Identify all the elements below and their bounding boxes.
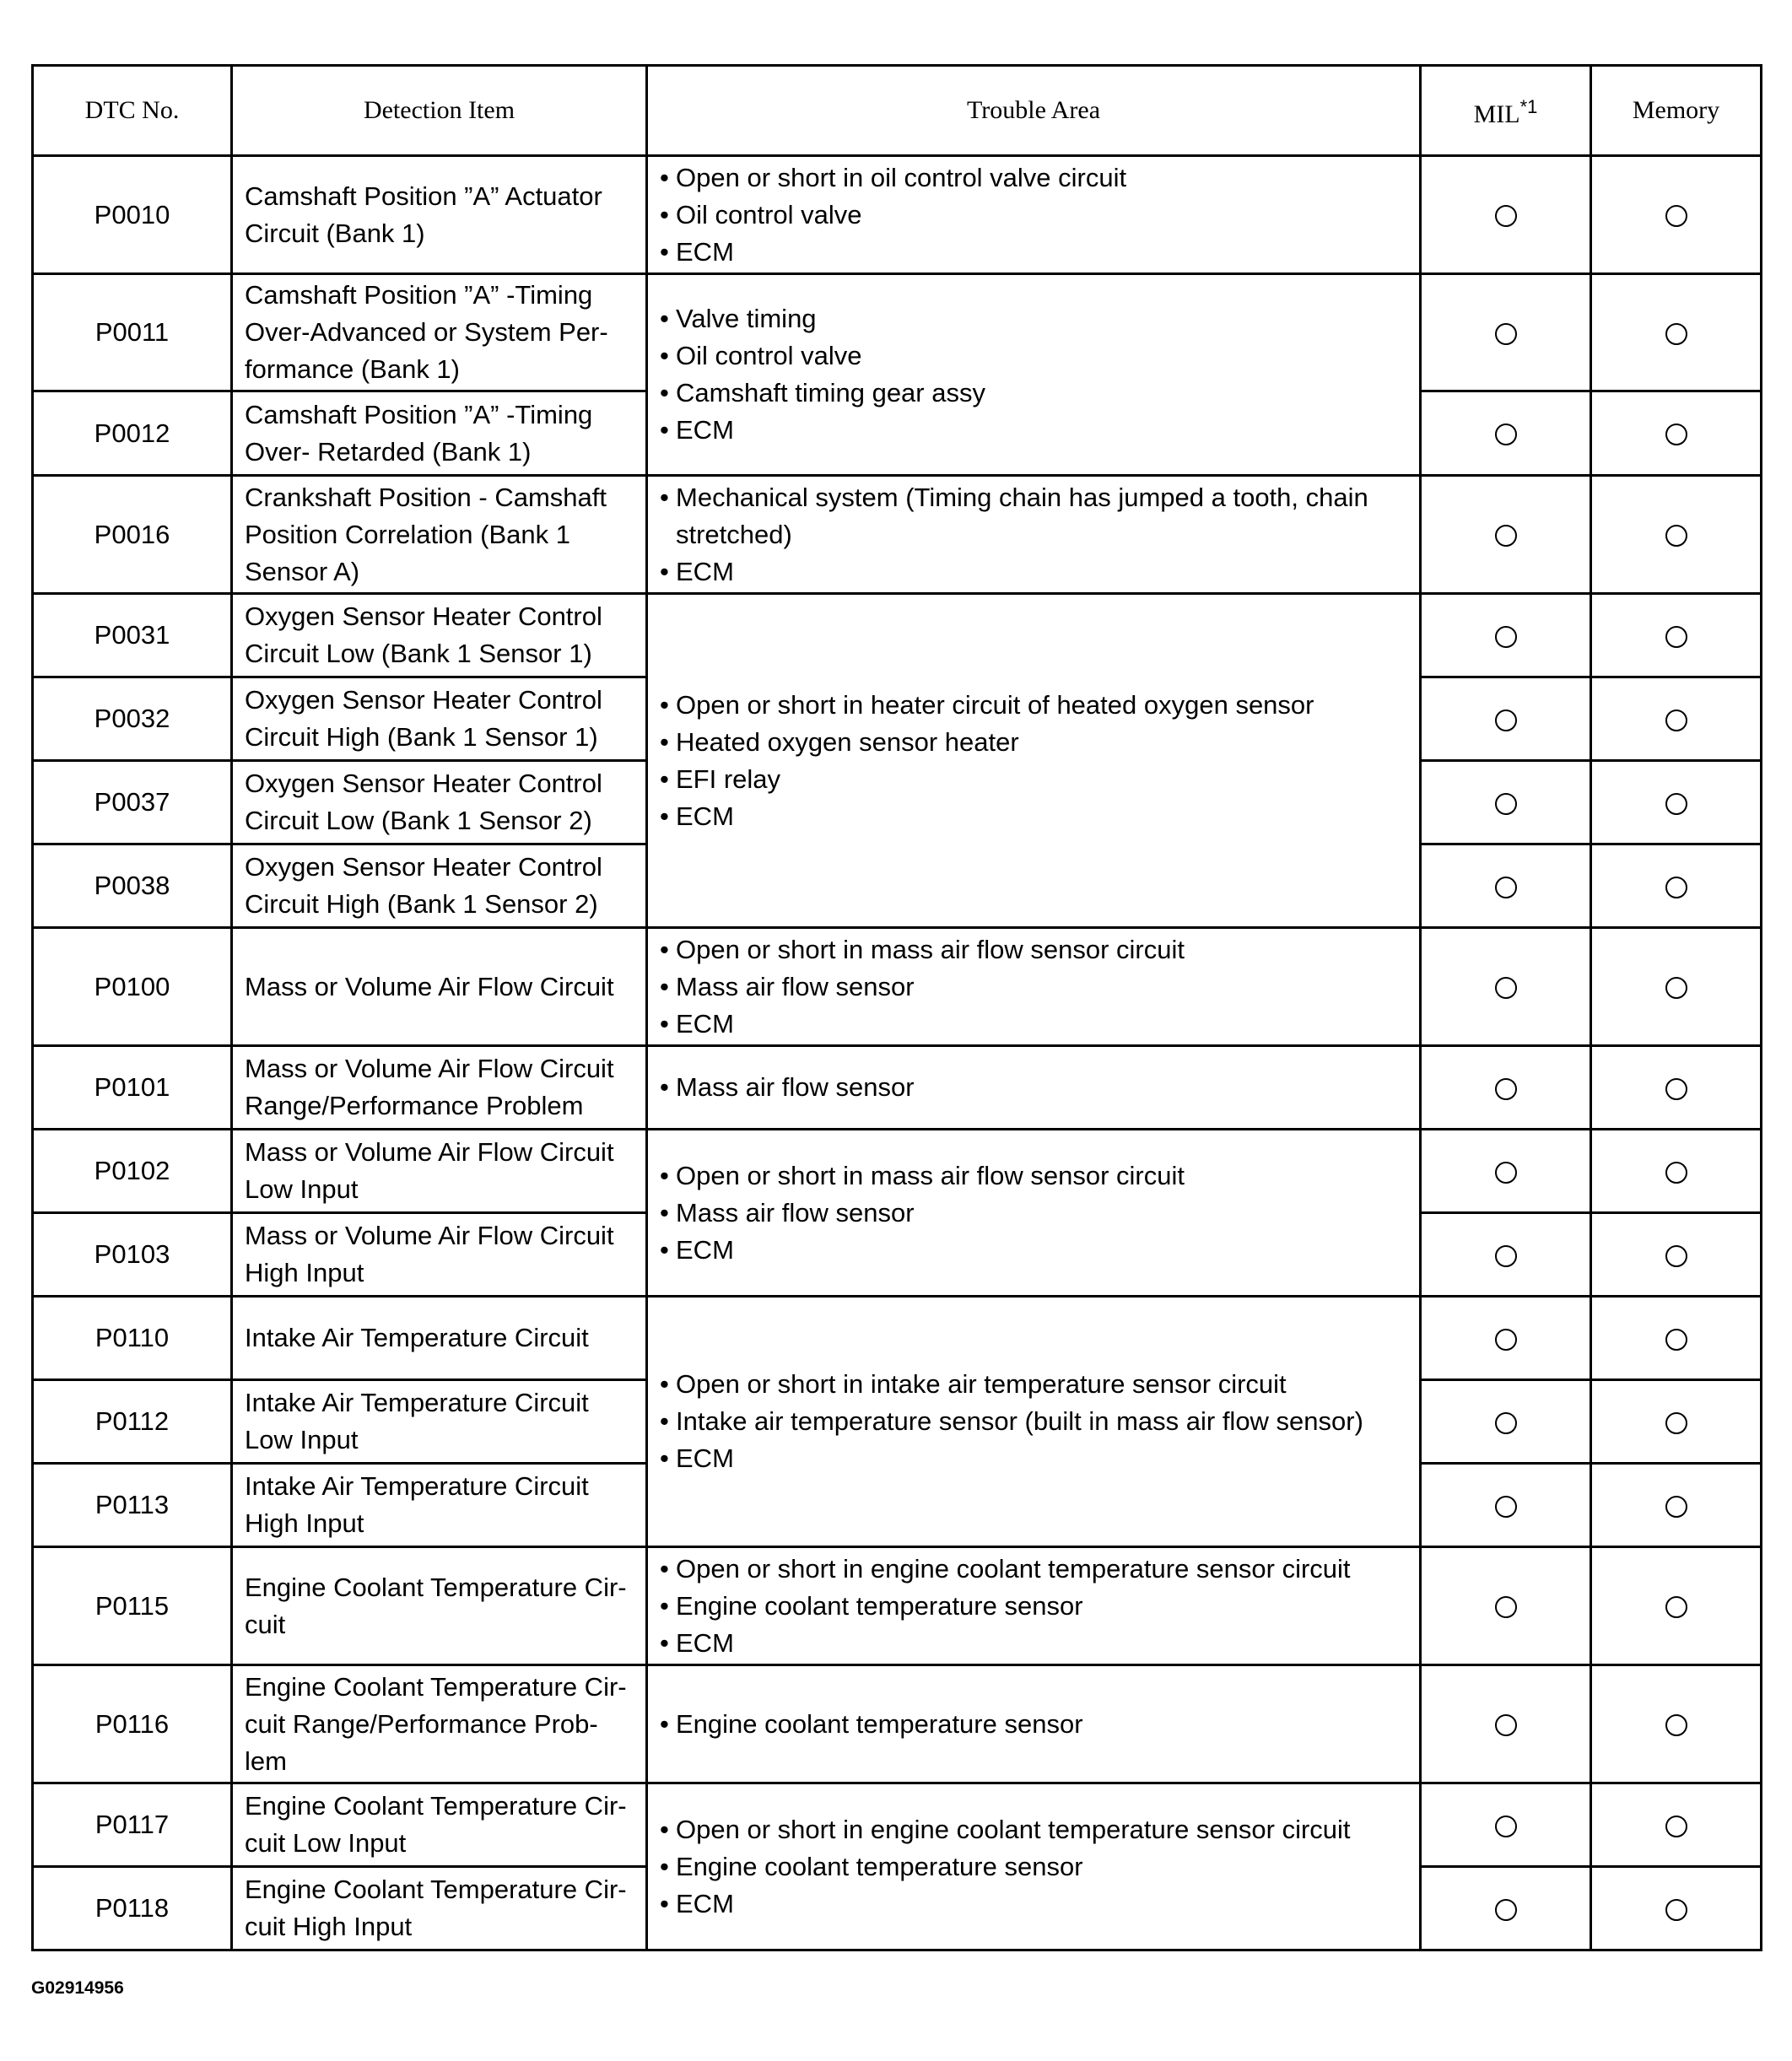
- mil-indicator-cell: [1421, 1867, 1591, 1950]
- header-mil-label: MIL: [1473, 100, 1520, 128]
- table-row: [33, 1130, 1762, 1213]
- detection-item: Camshaft Position ”A” -Timing Over- Retarded (Bank 1): [232, 391, 647, 476]
- trouble-area-list: [660, 931, 1407, 1043]
- trouble-area: [647, 928, 1421, 1046]
- memory-indicator-circle-icon: [1665, 424, 1687, 445]
- trouble-area-item: • Mass air flow sensor: [660, 1195, 1407, 1232]
- dtc-code: P0032: [33, 677, 232, 761]
- detection-item: Oxygen Sensor Heater Control Circuit Low (Bank 1 Sensor 1): [232, 594, 647, 677]
- mil-indicator-circle-icon: [1495, 525, 1517, 547]
- mil-indicator-circle-icon: [1495, 323, 1517, 345]
- memory-indicator-cell: [1591, 761, 1762, 844]
- mil-indicator-circle-icon: [1495, 1245, 1517, 1267]
- mil-indicator-cell: [1421, 1297, 1591, 1380]
- memory-indicator-circle-icon: [1665, 1496, 1687, 1518]
- memory-indicator-circle-icon: [1665, 877, 1687, 898]
- memory-indicator-cell: [1591, 156, 1762, 274]
- mil-indicator-cell: [1421, 391, 1591, 476]
- trouble-area: [647, 1046, 1421, 1130]
- trouble-area-item: • Open or short in mass air flow sensor circuit: [660, 1157, 1407, 1195]
- trouble-area-list: [660, 1157, 1407, 1269]
- trouble-area-list: [660, 1551, 1407, 1662]
- mil-indicator-circle-icon: [1495, 793, 1517, 815]
- memory-indicator-circle-icon: [1665, 1329, 1687, 1351]
- memory-indicator-circle-icon: [1665, 1596, 1687, 1618]
- mil-indicator-circle-icon: [1495, 1078, 1517, 1100]
- mil-indicator-cell: [1421, 1130, 1591, 1213]
- dtc-code: P0118: [33, 1867, 232, 1950]
- trouble-area-item: • ECM: [660, 412, 1407, 449]
- dtc-code: P0113: [33, 1464, 232, 1547]
- mil-indicator-circle-icon: [1495, 1816, 1517, 1837]
- table-row: [33, 274, 1762, 391]
- memory-indicator-cell: [1591, 1783, 1762, 1867]
- memory-indicator-cell: [1591, 594, 1762, 677]
- detection-item: Mass or Volume Air Flow Circuit: [232, 928, 647, 1046]
- table-row: [33, 476, 1762, 594]
- memory-indicator-cell: [1591, 476, 1762, 594]
- trouble-area-list: [660, 1069, 1407, 1106]
- trouble-area-item: • Oil control valve: [660, 337, 1407, 375]
- dtc-code: P0038: [33, 844, 232, 928]
- dtc-code: P0116: [33, 1665, 232, 1783]
- memory-indicator-circle-icon: [1665, 205, 1687, 227]
- trouble-area-item: • ECM: [660, 1625, 1407, 1662]
- mil-indicator-circle-icon: [1495, 1496, 1517, 1518]
- trouble-area-item: • Valve timing: [660, 300, 1407, 337]
- detection-item: Engine Coolant Temperature Cir-cuit Low Input: [232, 1783, 647, 1867]
- dtc-code: P0112: [33, 1380, 232, 1464]
- trouble-area-item: • Oil control valve: [660, 197, 1407, 234]
- detection-item: Mass or Volume Air Flow Circuit Low Input: [232, 1130, 647, 1213]
- trouble-area-list: [660, 1366, 1407, 1477]
- dtc-code: P0115: [33, 1547, 232, 1665]
- trouble-area-item: • ECM: [660, 1886, 1407, 1923]
- detection-item: Oxygen Sensor Heater Control Circuit High (Bank 1 Sensor 1): [232, 677, 647, 761]
- trouble-area-list: [660, 1706, 1407, 1743]
- detection-item: Engine Coolant Temperature Cir-cuit Range/Performance Prob-lem: [232, 1665, 647, 1783]
- table-row: [33, 1547, 1762, 1665]
- memory-indicator-circle-icon: [1665, 709, 1687, 731]
- mil-indicator-cell: [1421, 761, 1591, 844]
- trouble-area-item: • Engine coolant temperature sensor: [660, 1706, 1407, 1743]
- mil-indicator-cell: [1421, 274, 1591, 391]
- trouble-area-list: [660, 687, 1407, 835]
- mil-indicator-circle-icon: [1495, 1412, 1517, 1434]
- trouble-area-item: • Open or short in heater circuit of heated oxygen sensor: [660, 687, 1407, 724]
- header-mil: [1421, 66, 1591, 156]
- memory-indicator-circle-icon: [1665, 1816, 1687, 1837]
- dtc-code: P0117: [33, 1783, 232, 1867]
- table-body: [33, 156, 1762, 1950]
- memory-indicator-cell: [1591, 274, 1762, 391]
- trouble-area: [647, 1665, 1421, 1783]
- memory-indicator-cell: [1591, 1297, 1762, 1380]
- trouble-area: [647, 1297, 1421, 1547]
- header-memory: Memory: [1591, 66, 1762, 156]
- detection-item: Oxygen Sensor Heater Control Circuit Low (Bank 1 Sensor 2): [232, 761, 647, 844]
- table-row: [33, 1297, 1762, 1380]
- mil-indicator-circle-icon: [1495, 709, 1517, 731]
- mil-indicator-cell: [1421, 1464, 1591, 1547]
- trouble-area-item: • EFI relay: [660, 761, 1407, 798]
- trouble-area-list: [660, 479, 1407, 591]
- mil-indicator-cell: [1421, 1213, 1591, 1297]
- trouble-area-item: • ECM: [660, 1232, 1407, 1269]
- memory-indicator-cell: [1591, 391, 1762, 476]
- mil-indicator-cell: [1421, 928, 1591, 1046]
- table-row: [33, 1665, 1762, 1783]
- memory-indicator-circle-icon: [1665, 1899, 1687, 1921]
- table-row: [33, 928, 1762, 1046]
- trouble-area-list: [660, 300, 1407, 449]
- trouble-area-item: • Mass air flow sensor: [660, 968, 1407, 1006]
- trouble-area-item: • Open or short in oil control valve circuit: [660, 159, 1407, 197]
- detection-item: Engine Coolant Temperature Cir-cuit: [232, 1547, 647, 1665]
- trouble-area-item: • Engine coolant temperature sensor: [660, 1588, 1407, 1625]
- mil-indicator-circle-icon: [1495, 977, 1517, 999]
- trouble-area: [647, 1783, 1421, 1950]
- detection-item: Oxygen Sensor Heater Control Circuit High (Bank 1 Sensor 2): [232, 844, 647, 928]
- trouble-area-item: • Mass air flow sensor: [660, 1069, 1407, 1106]
- dtc-code: P0102: [33, 1130, 232, 1213]
- trouble-area-item: • Open or short in engine coolant temperature sensor circuit: [660, 1551, 1407, 1588]
- dtc-code: P0016: [33, 476, 232, 594]
- dtc-code: P0011: [33, 274, 232, 391]
- detection-item: Camshaft Position ”A” -Timing Over-Advanced or System Per-formance (Bank 1): [232, 274, 647, 391]
- detection-item: Crankshaft Position - Camshaft Position Correlation (Bank 1 Sensor A): [232, 476, 647, 594]
- trouble-area-item: • Engine coolant temperature sensor: [660, 1848, 1407, 1886]
- mil-indicator-cell: [1421, 156, 1591, 274]
- trouble-area-item: • ECM: [660, 798, 1407, 835]
- memory-indicator-circle-icon: [1665, 977, 1687, 999]
- dtc-table: [31, 64, 1762, 1951]
- mil-indicator-circle-icon: [1495, 1596, 1517, 1618]
- memory-indicator-cell: [1591, 1213, 1762, 1297]
- memory-indicator-circle-icon: [1665, 525, 1687, 547]
- memory-indicator-cell: [1591, 1130, 1762, 1213]
- trouble-area-item: • Camshaft timing gear assy: [660, 375, 1407, 412]
- memory-indicator-circle-icon: [1665, 323, 1687, 345]
- table-row: [33, 1046, 1762, 1130]
- trouble-area-item: • Open or short in mass air flow sensor circuit: [660, 931, 1407, 968]
- trouble-area: [647, 1547, 1421, 1665]
- trouble-area-item: • Open or short in intake air temperature sensor circuit: [660, 1366, 1407, 1403]
- memory-indicator-circle-icon: [1665, 1162, 1687, 1184]
- trouble-area-list: [660, 1811, 1407, 1923]
- dtc-code: P0010: [33, 156, 232, 274]
- trouble-area-item: • Intake air temperature sensor (built in mass air flow sensor): [660, 1403, 1407, 1440]
- trouble-area: [647, 1130, 1421, 1297]
- trouble-area-item: • Heated oxygen sensor heater: [660, 724, 1407, 761]
- trouble-area: [647, 156, 1421, 274]
- trouble-area: [647, 594, 1421, 928]
- header-trouble-area: Trouble Area: [647, 66, 1421, 156]
- memory-indicator-cell: [1591, 1867, 1762, 1950]
- mil-indicator-cell: [1421, 1783, 1591, 1867]
- memory-indicator-circle-icon: [1665, 626, 1687, 648]
- memory-indicator-circle-icon: [1665, 1245, 1687, 1267]
- header-row: [33, 66, 1762, 156]
- mil-indicator-circle-icon: [1495, 626, 1517, 648]
- dtc-code: P0037: [33, 761, 232, 844]
- mil-indicator-circle-icon: [1495, 205, 1517, 227]
- mil-indicator-circle-icon: [1495, 1329, 1517, 1351]
- trouble-area: [647, 274, 1421, 476]
- memory-indicator-cell: [1591, 1547, 1762, 1665]
- memory-indicator-circle-icon: [1665, 1412, 1687, 1434]
- table-row: [33, 156, 1762, 274]
- mil-indicator-circle-icon: [1495, 1714, 1517, 1736]
- memory-indicator-circle-icon: [1665, 1714, 1687, 1736]
- memory-indicator-cell: [1591, 1046, 1762, 1130]
- detection-item: Intake Air Temperature Circuit High Input: [232, 1464, 647, 1547]
- dtc-code: P0012: [33, 391, 232, 476]
- memory-indicator-circle-icon: [1665, 793, 1687, 815]
- mil-indicator-cell: [1421, 844, 1591, 928]
- memory-indicator-circle-icon: [1665, 1078, 1687, 1100]
- memory-indicator-cell: [1591, 928, 1762, 1046]
- trouble-area-item: • ECM: [660, 1006, 1407, 1043]
- dtc-code: P0110: [33, 1297, 232, 1380]
- header-detection-item: Detection Item: [232, 66, 647, 156]
- mil-indicator-circle-icon: [1495, 424, 1517, 445]
- header-dtc-no: DTC No.: [33, 66, 232, 156]
- trouble-area-item: • ECM: [660, 234, 1407, 271]
- trouble-area-item: • ECM: [660, 553, 1407, 591]
- mil-indicator-cell: [1421, 1380, 1591, 1464]
- table-row: [33, 594, 1762, 677]
- mil-indicator-cell: [1421, 476, 1591, 594]
- memory-indicator-cell: [1591, 1665, 1762, 1783]
- detection-item: Intake Air Temperature Circuit: [232, 1297, 647, 1380]
- mil-indicator-cell: [1421, 677, 1591, 761]
- trouble-area-item: • Mechanical system (Timing chain has jumped a tooth, chain stretched): [660, 479, 1407, 553]
- memory-indicator-cell: [1591, 844, 1762, 928]
- mil-indicator-circle-icon: [1495, 1899, 1517, 1921]
- detection-item: Intake Air Temperature Circuit Low Input: [232, 1380, 647, 1464]
- figure-id: G02914956: [31, 1978, 124, 1998]
- detection-item: Mass or Volume Air Flow Circuit Range/Performance Problem: [232, 1046, 647, 1130]
- mil-indicator-cell: [1421, 1046, 1591, 1130]
- mil-indicator-cell: [1421, 1665, 1591, 1783]
- dtc-code: P0031: [33, 594, 232, 677]
- mil-indicator-cell: [1421, 1547, 1591, 1665]
- mil-indicator-cell: [1421, 594, 1591, 677]
- detection-item: Engine Coolant Temperature Cir-cuit High Input: [232, 1867, 647, 1950]
- mil-indicator-circle-icon: [1495, 1162, 1517, 1184]
- table-row: [33, 1783, 1762, 1867]
- memory-indicator-cell: [1591, 1464, 1762, 1547]
- dtc-code: P0100: [33, 928, 232, 1046]
- trouble-area-list: [660, 159, 1407, 271]
- detection-item: Mass or Volume Air Flow Circuit High Input: [232, 1213, 647, 1297]
- trouble-area-item: • ECM: [660, 1440, 1407, 1477]
- detection-item: Camshaft Position ”A” Actuator Circuit (Bank 1): [232, 156, 647, 274]
- dtc-code: P0101: [33, 1046, 232, 1130]
- trouble-area: [647, 476, 1421, 594]
- trouble-area-item: • Open or short in engine coolant temperature sensor circuit: [660, 1811, 1407, 1848]
- dtc-code: P0103: [33, 1213, 232, 1297]
- header-mil-footnote: *1: [1519, 95, 1538, 117]
- memory-indicator-cell: [1591, 677, 1762, 761]
- mil-indicator-circle-icon: [1495, 877, 1517, 898]
- memory-indicator-cell: [1591, 1380, 1762, 1464]
